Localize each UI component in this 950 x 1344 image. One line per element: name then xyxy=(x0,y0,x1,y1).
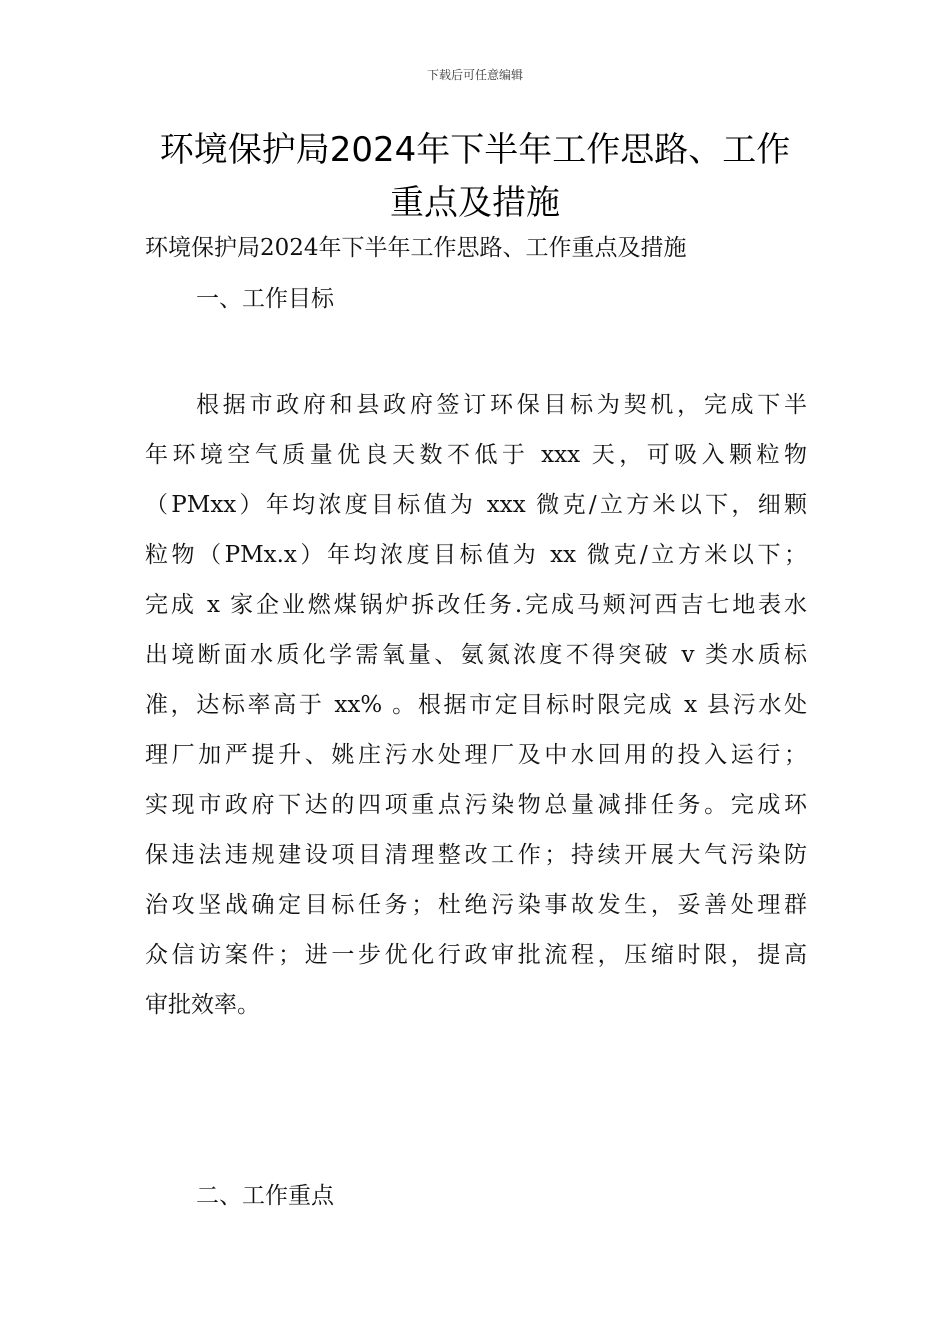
document-title-line-1: 环境保护局2024年下半年工作思路、工作 xyxy=(159,130,791,170)
document-title-line-2: 重点及措施 xyxy=(390,183,560,223)
body-line: 理厂加严提升、姚庄污水处理厂及中水回用的投入运行； xyxy=(145,742,807,768)
document-title xyxy=(140,124,810,230)
body-line: 治攻坚战确定目标任务；杜绝污染事故发生，妥善处理群 xyxy=(145,892,807,918)
section-heading-goals: 一、工作目标 xyxy=(196,286,334,312)
body-line: 完成 x 家企业燃煤锅炉拆改任务.完成马颊河西吉七地表水 xyxy=(145,592,807,618)
section-body-goals xyxy=(145,380,807,1030)
body-line: （PMxx）年均浓度目标值为 xxx 微克/立方米以下，细颗 xyxy=(145,492,807,518)
body-line: 保违法违规建设项目清理整改工作；持续开展大气污染防 xyxy=(145,842,807,868)
body-line: 粒物（PMx.x）年均浓度目标值为 xx 微克/立方米以下； xyxy=(145,542,807,568)
body-line: 众信访案件；进一步优化行政审批流程，压缩时限，提高 xyxy=(145,942,807,968)
document-subtitle: 环境保护局2024年下半年工作思路、工作重点及措施 xyxy=(145,235,687,261)
section-heading-key-work: 二、工作重点 xyxy=(196,1183,334,1209)
body-line: 审批效率。 xyxy=(145,992,260,1018)
body-line: 年环境空气质量优良天数不低于 xxx 天，可吸入颗粒物 xyxy=(145,442,807,468)
body-line: 准，达标率高于 xx% 。根据市定目标时限完成 x 县污水处 xyxy=(145,692,807,718)
page-header-note: 下载后可任意编辑 xyxy=(426,68,523,82)
body-line: 实现市政府下达的四项重点污染物总量减排任务。完成环 xyxy=(145,792,807,818)
body-line: 根据市政府和县政府签订环保目标为契机，完成下半 xyxy=(196,392,807,418)
body-line: 出境断面水质化学需氧量、氨氮浓度不得突破 v 类水质标 xyxy=(145,642,807,668)
